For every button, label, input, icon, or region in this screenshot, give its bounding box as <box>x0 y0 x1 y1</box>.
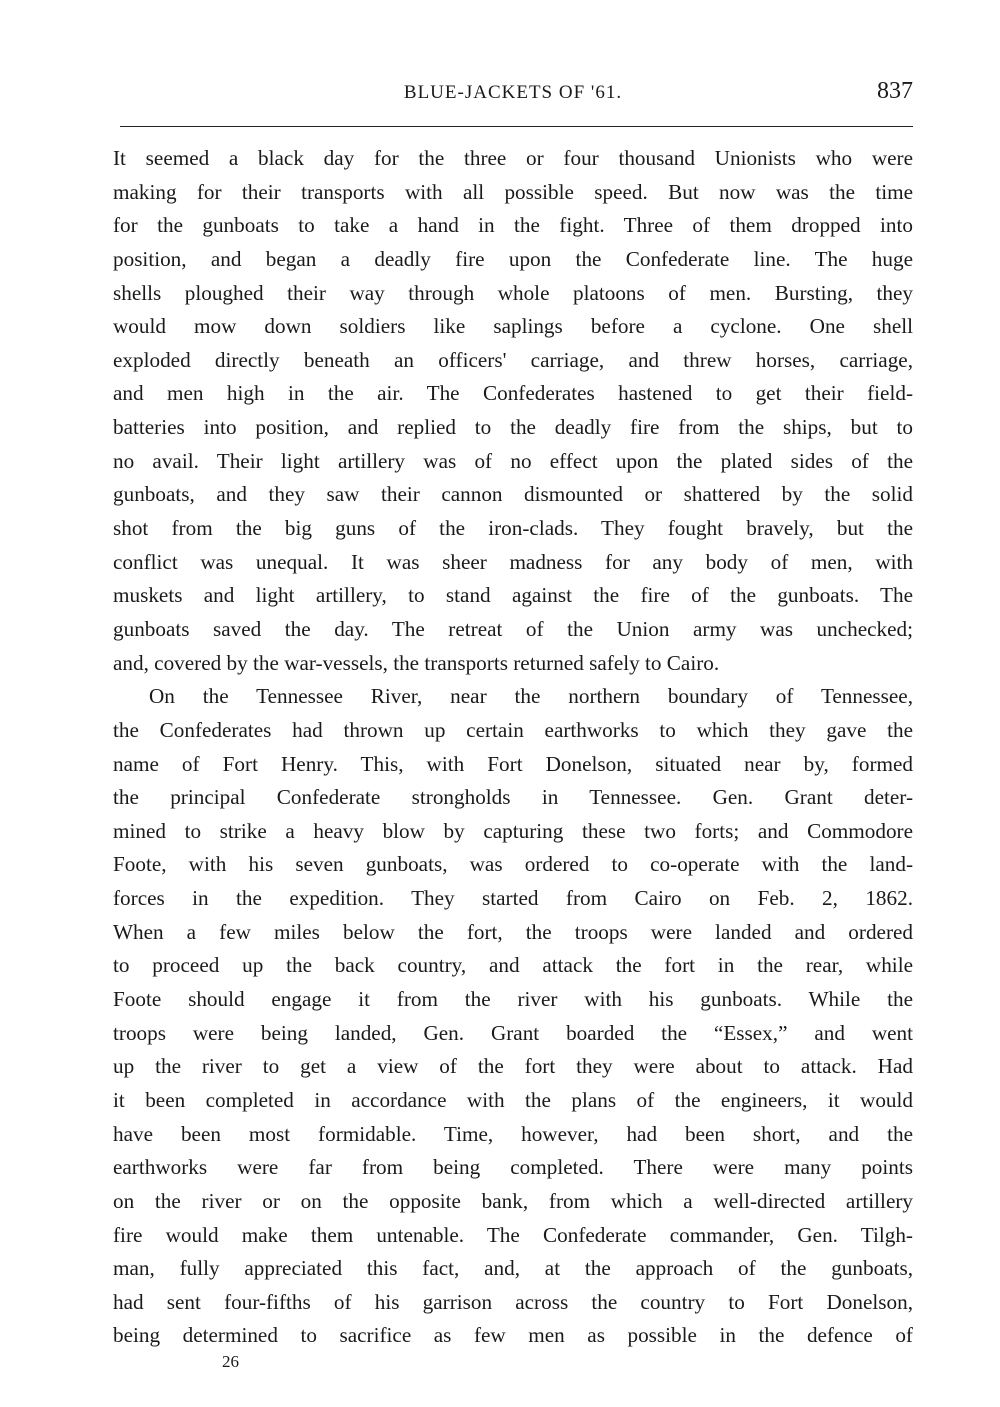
text-line: for the gunboats to take a hand in the fight. Three of them dropped into <box>113 213 913 238</box>
text-line: position, and began a deadly fire upon the Confederate line. The huge <box>113 246 913 271</box>
text-line: and, covered by the war-vessels, the transports returned safely to Cairo. <box>113 650 720 675</box>
text-line: and men high in the air. The Confederates hastened to get their field- <box>113 381 913 406</box>
text-line: Foote should engage it from the river with his gunboats. While the <box>113 987 913 1012</box>
text-line: being determined to sacrifice as few men as possible in the defence of <box>113 1323 913 1348</box>
running-title: BLUE-JACKETS OF '61. <box>403 82 623 103</box>
body-text <box>113 142 913 1353</box>
text-line: name of Fort Henry. This, with Fort Donelson, situated near by, formed <box>113 751 913 776</box>
text-line: batteries into position, and replied to the deadly fire from the ships, but to <box>113 415 913 440</box>
text-line: on the river or on the opposite bank, from which a well-directed artillery <box>113 1188 913 1213</box>
text-line: It seemed a black day for the three or four thousand Unionists who were <box>113 146 913 170</box>
page-header <box>113 78 913 114</box>
text-line: would mow down soldiers like saplings before a cyclone. One shell <box>113 314 913 339</box>
paragraph-2 <box>113 680 913 1353</box>
text-line: On the Tennessee River, near the northern boundary of Tennessee, <box>149 684 913 709</box>
text-line: to proceed up the back country, and attack the fort in the rear, while <box>113 953 913 978</box>
text-line: the principal Confederate strongholds in Tennessee. Gen. Grant deter- <box>113 785 913 810</box>
text-line: muskets and light artillery, to stand against the fire of the gunboats. The <box>113 583 913 608</box>
text-line: fire would make them untenable. The Confederate commander, Gen. Tilgh- <box>113 1222 913 1247</box>
text-line: mined to strike a heavy blow by capturing these two forts; and Commodore <box>113 818 913 843</box>
text-line: shot from the big guns of the iron-clads. They fought bravely, but the <box>113 516 913 541</box>
text-line: gunboats, and they saw their cannon dismounted or shattered by the solid <box>113 482 913 507</box>
text-line: man, fully appreciated this fact, and, at the approach of the gunboats, <box>113 1256 913 1281</box>
page-number: 837 <box>877 78 913 104</box>
text-line: making for their transports with all possible speed. But now was the time <box>113 179 913 204</box>
text-line: troops were being landed, Gen. Grant boarded the “Essex,” and went <box>113 1020 913 1045</box>
paragraph-1 <box>113 142 913 680</box>
signature-mark: 26 <box>222 1352 239 1371</box>
text-line: forces in the expedition. They started from Cairo on Feb. 2, 1862. <box>113 886 913 911</box>
text-line: Foote, with his seven gunboats, was ordered to co-operate with the land- <box>113 852 913 877</box>
text-line: had sent four-fifths of his garrison across the country to Fort Donelson, <box>113 1289 913 1314</box>
text-line: have been most formidable. Time, however, had been short, and the <box>113 1121 913 1146</box>
text-line: shells ploughed their way through whole platoons of men. Bursting, they <box>113 280 913 305</box>
text-line: it been completed in accordance with the plans of the engineers, it would <box>113 1087 913 1112</box>
text-line: up the river to get a view of the fort they were about to attack. Had <box>113 1054 913 1079</box>
text-line: no avail. Their light artillery was of no effect upon the plated sides of the <box>113 448 913 473</box>
text-line: the Confederates had thrown up certain earthworks to which they gave the <box>113 717 913 742</box>
text-line: gunboats saved the day. The retreat of the Union army was unchecked; <box>113 616 913 641</box>
text-line: When a few miles below the fort, the troops were landed and ordered <box>113 919 913 944</box>
text-line: conflict was unequal. It was sheer madness for any body of men, with <box>113 549 913 574</box>
text-line: earthworks were far from being completed. There were many points <box>113 1155 913 1180</box>
header-rule <box>120 126 913 127</box>
text-line: exploded directly beneath an officers' carriage, and threw horses, carriage, <box>113 347 913 372</box>
